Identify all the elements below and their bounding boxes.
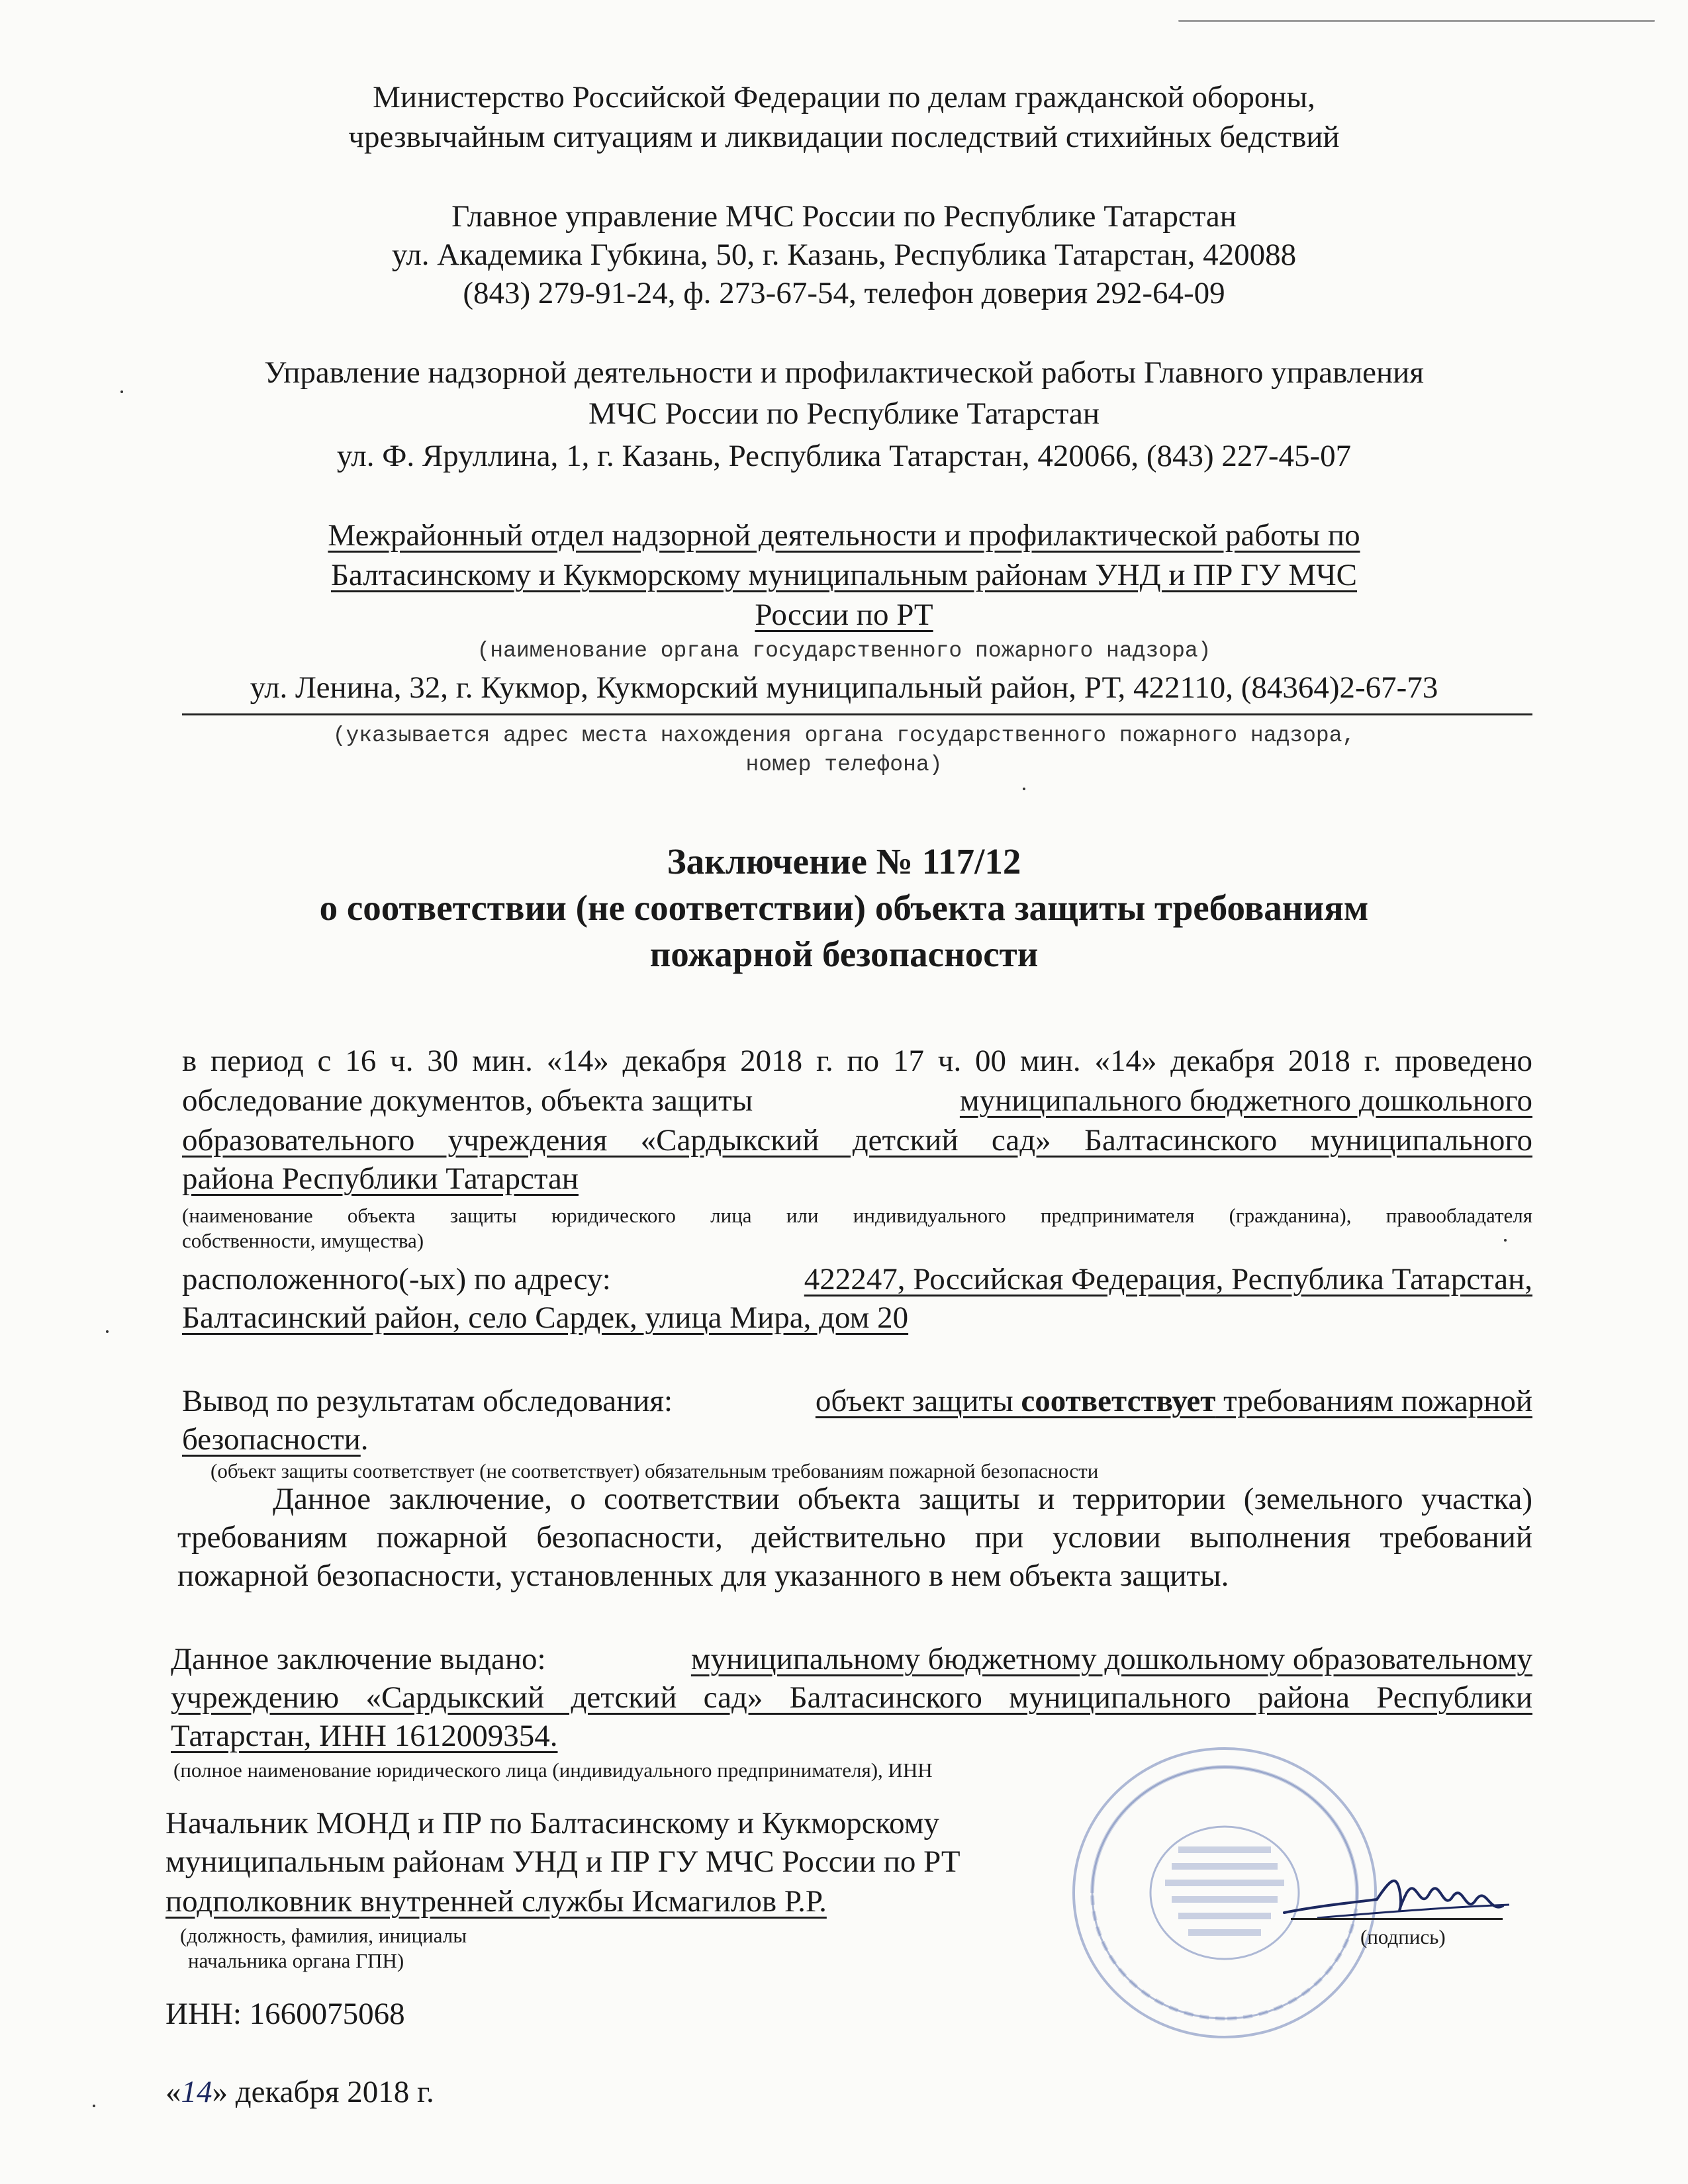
und-line-3: ул. Ф. Яруллина, 1, г. Казань, Республика Татарстан, 420066, (843) 227-45-07 (336, 439, 1352, 473)
document-subtitle-2: пожарной безопасности (649, 934, 1039, 974)
scan-edge-mark (1178, 20, 1655, 22)
dept-address: ул. Ленина, 32, г. Кукмор, Кукморский муниципальный район, РТ, 422110, (84364)2-67-73 (250, 670, 1438, 705)
signer-caption-1: (должность, фамилия, инициалы (180, 1924, 467, 1947)
validity-line-1: Данное заключение, о соответствии объекта защиты и территории (земельного участка) (273, 1482, 1532, 1516)
address-intro: расположенного(-ых) по адресу: (182, 1262, 611, 1297)
address-caption-1: (указывается адрес места нахождения органа государственного пожарного надзора, (332, 723, 1356, 748)
date-day-handwritten: 14 (181, 2075, 212, 2109)
conclusion-result-a: объект защиты (815, 1384, 1021, 1418)
scan-speck (1023, 788, 1025, 790)
dept-line-3: России по РТ (755, 598, 933, 632)
conclusion-result-bold: соответствует (1021, 1384, 1216, 1418)
date-rest: » декабря 2018 г. (212, 2075, 434, 2109)
object-name-part-2: образовательного учреждения «Сардыкский детский сад» Балтасинского муниципального (182, 1123, 1532, 1158)
conclusion-result-end: безопасности (182, 1422, 361, 1457)
dept-line-1: Межрайонный отдел надзорной деятельности и профилактической работы по (328, 518, 1360, 553)
document-subtitle-1: о соответствии (не соответствии) объекта защиты требованиям (319, 887, 1369, 928)
conclusion-intro: Вывод по результатам обследования: (182, 1384, 673, 1418)
scan-speck (106, 1330, 109, 1333)
date-open-quote: « (165, 2075, 181, 2109)
object-line-1 (182, 1081, 1532, 1120)
document-title: Заключение № 117/12 (667, 841, 1021, 882)
issue-date (165, 2073, 434, 2111)
conclusion-period: . (360, 1422, 369, 1457)
issued-line-1 (171, 1640, 1532, 1678)
signer-caption-2: начальника органа ГПН) (188, 1949, 404, 1972)
conclusion-result-b: требованиям пожарной (1215, 1384, 1532, 1418)
dept-line-2: Балтасинскому и Кукморскому муниципальным районам УНД и ПР ГУ МЧС (330, 558, 1357, 592)
issued-caption: (полное наименование юридического лица (индивидуального предпринимателя), ИНН (173, 1758, 933, 1782)
issued-to-part-2: учреждению «Сардыкский детский сад» Балтасинского муниципального района Республики (171, 1680, 1532, 1715)
object-caption-1: (наименование объекта защиты юридического лица или индивидуального предпринимателя (гражданина), правообладателя (182, 1204, 1532, 1227)
validity-line-3: пожарной безопасности, установленных для указанного в нем объекта защиты. (177, 1559, 1229, 1593)
gu-line-1: Главное управление МЧС России по Республике Татарстан (451, 199, 1237, 234)
signer-line-2: муниципальным районам УНД и ПР ГУ МЧС России по РТ (165, 1844, 961, 1879)
dept-caption: (наименование органа государственного пожарного надзора) (477, 639, 1211, 663)
object-intro: обследование документов, объекта защиты (182, 1083, 753, 1118)
und-line-1: Управление надзорной деятельности и профилактической работы Главного управления (264, 355, 1424, 390)
conclusion-line-2 (182, 1420, 369, 1459)
und-line-2: МЧС России по Республике Татарстан (588, 396, 1100, 431)
address-caption-2: номер телефона) (745, 752, 943, 777)
signature-rule (1291, 1918, 1503, 1920)
issued-to-part-3: Татарстан, ИНН 1612009354. (171, 1719, 558, 1753)
conclusion-caption: (объект защиты соответствует (не соответствует) обязательным требованиям пожарной безопасности (211, 1459, 1099, 1482)
object-name-part-1: муниципального бюджетного дошкольного (959, 1083, 1532, 1118)
issued-intro: Данное заключение выдано: (171, 1642, 546, 1676)
signer-name: подполковник внутренней службы Исмагилов Р.Р. (165, 1884, 827, 1919)
ministry-line-2: чрезвычайным ситуациям и ликвидации последствий стихийных бедствий (348, 120, 1340, 154)
object-address-part-1: 422247, Российская Федерация, Республика Татарстан, (804, 1262, 1532, 1297)
period-line: в период с 16 ч. 30 мин. «14» декабря 2018 г. по 17 ч. 00 мин. «14» декабря 2018 г. проведено (182, 1044, 1532, 1078)
object-caption-2: собственности, имущества) (182, 1229, 424, 1252)
signer-line-1: Начальник МОНД и ПР по Балтасинскому и Кукморскому (165, 1806, 939, 1841)
validity-line-2: требованиям пожарной безопасности, действительно при условии выполнения требований (177, 1520, 1532, 1555)
object-address-line-1 (182, 1260, 1532, 1298)
scan-speck (1504, 1239, 1507, 1242)
ministry-line-1: Министерство Российской Федерации по делам гражданской обороны, (373, 80, 1315, 114)
scan-speck (120, 390, 123, 393)
scan-speck (93, 2105, 95, 2107)
gu-line-2: ул. Академика Губкина, 50, г. Казань, Республика Татарстан, 420088 (391, 238, 1297, 272)
authority-inn: ИНН: 1660075068 (165, 1997, 405, 2031)
conclusion-result (816, 1382, 1532, 1420)
object-address-part-2: Балтасинский район, село Сардек, улица Мира, дом 20 (182, 1300, 909, 1335)
conclusion-line-1 (182, 1382, 1532, 1420)
address-rule (182, 713, 1532, 715)
signature-caption: (подпись) (1360, 1925, 1446, 1948)
object-name-part-3: района Республики Татарстан (182, 1161, 579, 1196)
gu-line-3: (843) 279-91-24, ф. 273-67-54, телефон доверия 292-64-09 (463, 276, 1225, 310)
issued-to-part-1: муниципальному бюджетному дошкольному образовательному (690, 1642, 1532, 1676)
